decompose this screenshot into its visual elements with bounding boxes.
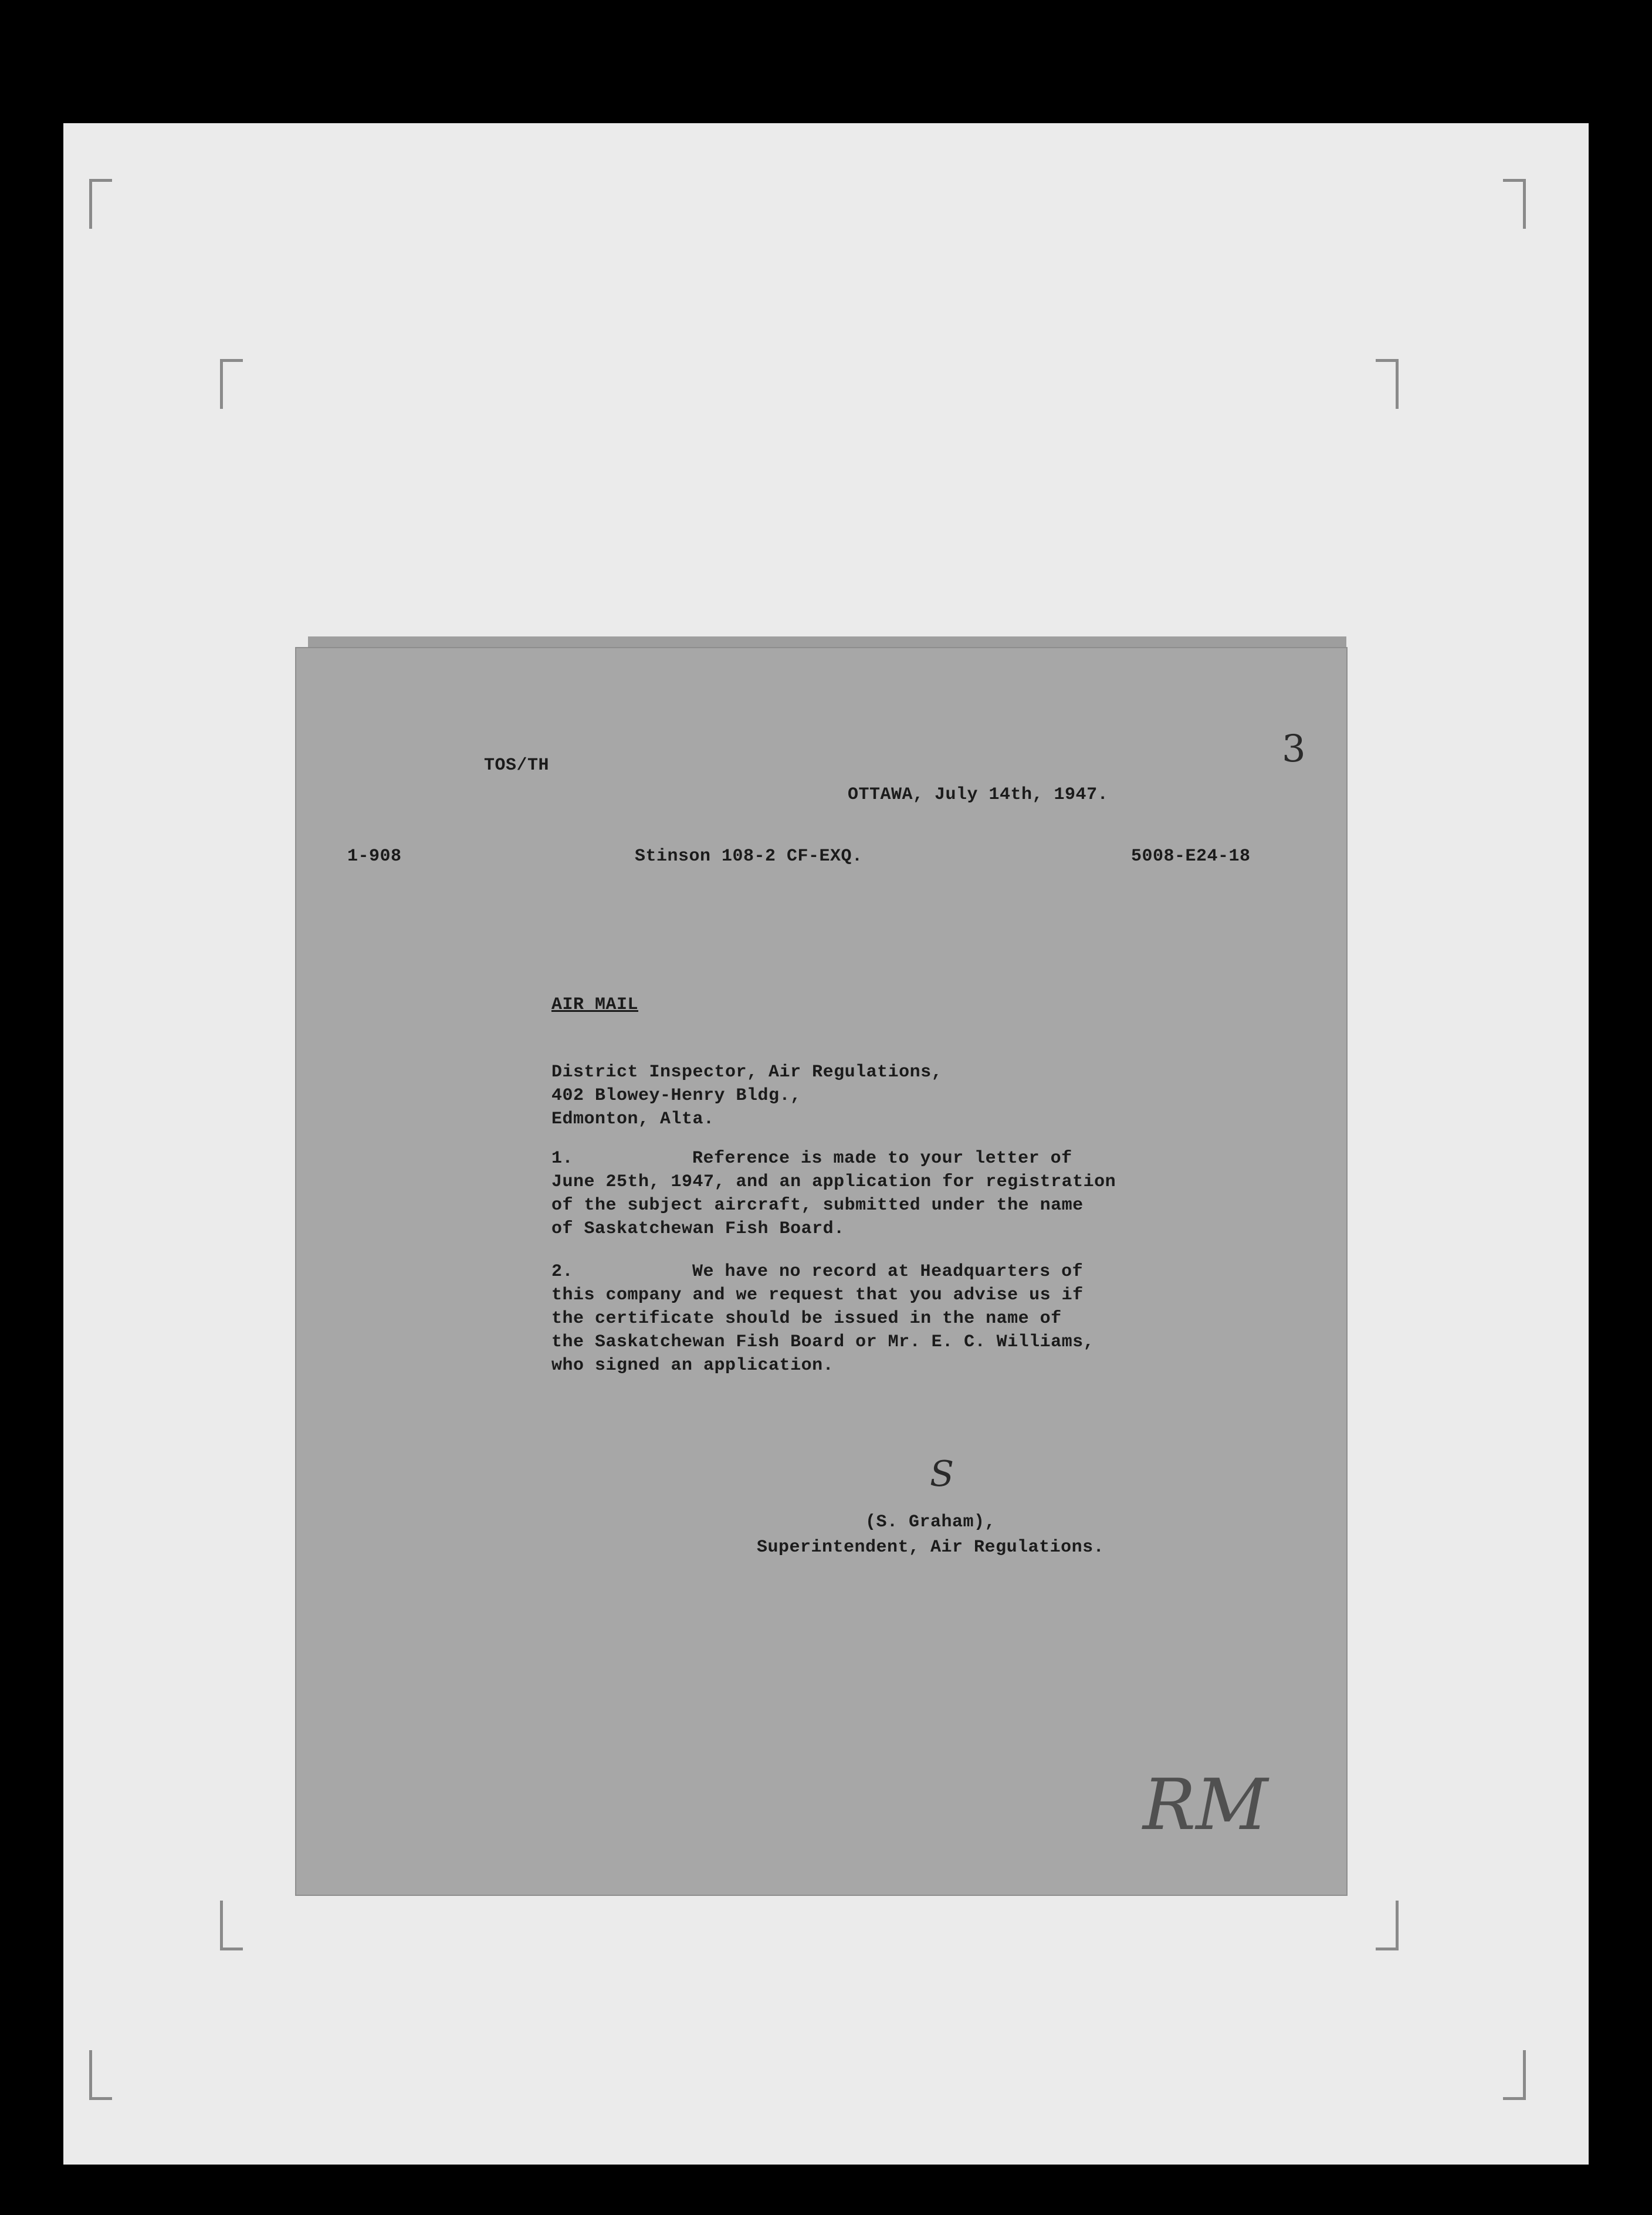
page-number: 3 <box>1282 727 1306 771</box>
crop-mark <box>220 359 243 409</box>
crop-mark <box>1376 359 1399 409</box>
place-date: OTTAWA, July 14th, 1947. <box>848 785 1109 805</box>
crop-mark <box>89 179 112 229</box>
file-number: 5008-E24-18 <box>1131 846 1251 866</box>
paragraph-line: the Saskatchewan Fish Board or Mr. E. C. Williams, <box>551 1332 1095 1352</box>
paragraph-number: 1. <box>551 1149 574 1169</box>
crop-mark <box>1503 179 1526 229</box>
paragraph-line: this company and we request that you advise us if <box>551 1285 1084 1305</box>
paragraph-line: the certificate should be issued in the name of <box>551 1309 1062 1329</box>
crop-mark <box>89 2050 112 2100</box>
paragraph-line: June 25th, 1947, and an application for registration <box>551 1172 1116 1192</box>
address-line: District Inspector, Air Regulations, <box>551 1062 943 1082</box>
paragraph-line: Reference is made to your letter of <box>692 1149 1072 1169</box>
paragraph-line: of Saskatchewan Fish Board. <box>551 1219 845 1239</box>
reference-number: 1-908 <box>347 846 402 866</box>
paragraph-number: 2. <box>551 1262 574 1282</box>
crop-mark <box>1376 1901 1399 1950</box>
crop-mark <box>220 1901 243 1950</box>
air-mail-heading: AIR MAIL <box>551 995 639 1015</box>
handwritten-initials: RM <box>1143 1764 1268 1846</box>
file-ref-left: TOS/TH <box>484 756 550 775</box>
crop-mark <box>1503 2050 1526 2100</box>
signer-name: (S. Graham), <box>865 1512 996 1532</box>
paragraph-line: We have no record at Headquarters of <box>692 1262 1084 1282</box>
signature-initial: S <box>930 1454 954 1495</box>
paragraph-line: of the subject aircraft, submitted under the name <box>551 1195 1084 1215</box>
signer-title: Superintendent, Air Regulations. <box>757 1537 1105 1557</box>
subject-line: Stinson 108-2 CF-EXQ. <box>635 846 863 866</box>
address-line: 402 Blowey-Henry Bldg., <box>551 1086 801 1106</box>
paragraph-line: who signed an application. <box>551 1356 834 1376</box>
address-line: Edmonton, Alta. <box>551 1109 715 1129</box>
